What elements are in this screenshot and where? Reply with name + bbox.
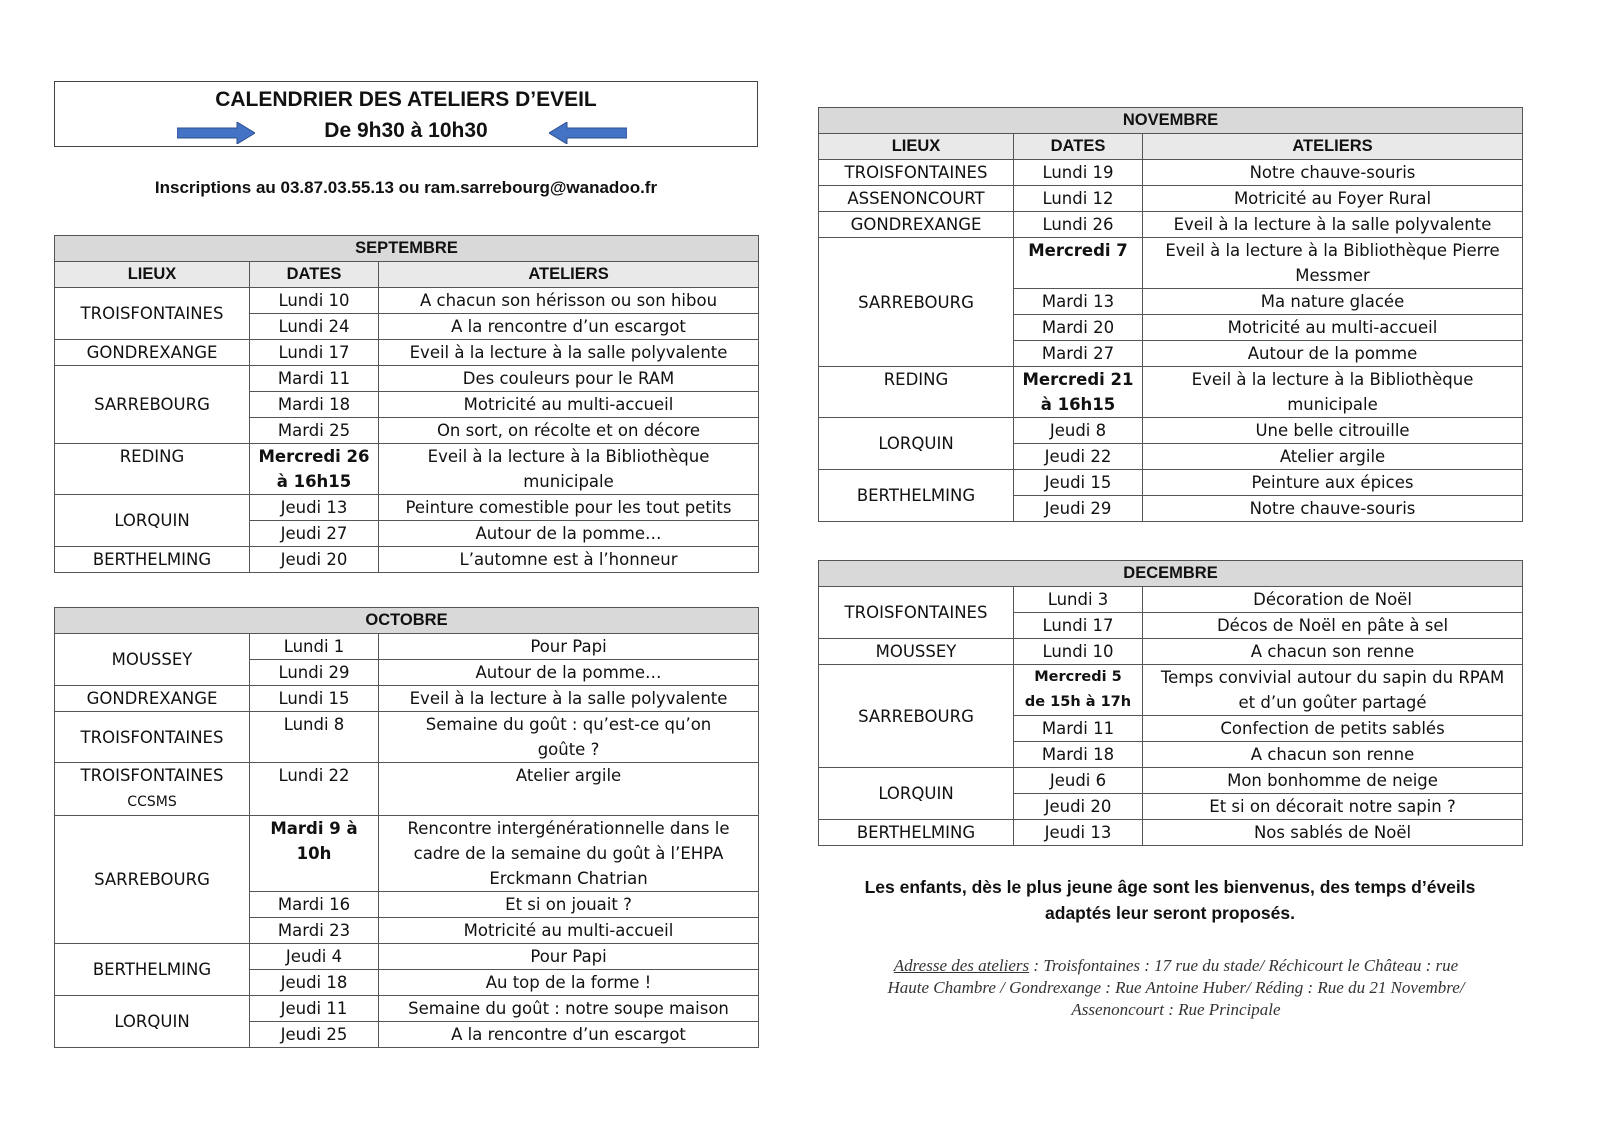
atelier-cell: Décoration de Noël — [1143, 587, 1523, 613]
table-row — [55, 288, 759, 314]
atelier-line: municipale — [1287, 395, 1378, 414]
table-row — [819, 665, 1523, 716]
atelier-cell: Motricité au multi-accueil — [379, 392, 759, 418]
atelier-line: Temps convivial autour du sapin du RPAM — [1160, 668, 1505, 687]
lieu-cell: GONDREXANGE — [55, 340, 250, 366]
atelier-cell: Autour de la pomme… — [379, 660, 759, 686]
date-cell: Lundi 1 — [250, 634, 379, 660]
date-cell: Jeudi 20 — [1014, 794, 1143, 820]
date-cell: Lundi 29 — [250, 660, 379, 686]
date-cell: Jeudi 20 — [250, 547, 379, 573]
date-line: à 16h15 — [1040, 395, 1116, 414]
address-label: Adresse des ateliers — [893, 956, 1030, 975]
col-ateliers: ATELIERS — [379, 262, 759, 288]
atelier-cell — [1143, 238, 1523, 289]
arrow-left-icon — [549, 122, 627, 144]
welcome-line: Les enfants, dès le plus jeune âge sont les bienvenus, des temps d’éveils — [864, 877, 1476, 897]
atelier-cell: A chacun son renne — [1143, 639, 1523, 665]
lieu-cell: GONDREXANGE — [819, 212, 1014, 238]
date-cell — [1014, 367, 1143, 418]
date-cell: Jeudi 15 — [1014, 470, 1143, 496]
date-line: de 15h à 17h — [1024, 694, 1132, 710]
date-cell: Mardi 23 — [250, 918, 379, 944]
month-header: NOVEMBRE — [819, 108, 1523, 134]
date-cell: Lundi 24 — [250, 314, 379, 340]
address-line: Haute Chambre / Gondrexange : Rue Antoine Huber/ Réding : Rue du 21 Novembre/ — [887, 978, 1465, 997]
address-line: : Troisfontaines : 17 rue du stade/ Réchicourt le Château : rue — [1029, 956, 1459, 975]
atelier-cell: Pour Papi — [379, 634, 759, 660]
date-cell — [250, 444, 379, 495]
atelier-cell: Motricité au multi-accueil — [379, 918, 759, 944]
atelier-cell: L’automne est à l’honneur — [379, 547, 759, 573]
table-row — [55, 712, 759, 763]
atelier-line: Eveil à la lecture à la Bibliothèque — [1191, 370, 1474, 389]
date-cell — [1014, 665, 1143, 716]
atelier-line: goûte ? — [537, 740, 600, 759]
table-row — [819, 367, 1523, 418]
atelier-cell: Décos de Noël en pâte à sel — [1143, 613, 1523, 639]
date-cell: Lundi 12 — [1014, 186, 1143, 212]
table-row — [55, 444, 759, 495]
date-cell — [250, 816, 379, 892]
date-cell: Jeudi 25 — [250, 1022, 379, 1048]
lieu-cell: LORQUIN — [819, 768, 1014, 820]
date-cell: Jeudi 6 — [1014, 768, 1143, 794]
atelier-line: Rencontre intergénérationnelle dans le — [407, 819, 730, 838]
date-cell: Mardi 11 — [250, 366, 379, 392]
table-row — [55, 996, 759, 1022]
date-cell: Mardi 20 — [1014, 315, 1143, 341]
date-cell: Jeudi 11 — [250, 996, 379, 1022]
lieu-cell: GONDREXANGE — [55, 686, 250, 712]
col-dates: DATES — [1014, 134, 1143, 160]
atelier-cell: Autour de la pomme — [1143, 341, 1523, 367]
atelier-cell: A chacun son hérisson ou son hibou — [379, 288, 759, 314]
date-cell: Mercredi 7 — [1014, 238, 1143, 289]
atelier-cell: Et si on décorait notre sapin ? — [1143, 794, 1523, 820]
table-row — [819, 186, 1523, 212]
lieu-cell: BERTHELMING — [55, 944, 250, 996]
date-cell: Jeudi 29 — [1014, 496, 1143, 522]
month-header: SEPTEMBRE — [55, 236, 759, 262]
date-cell: Mardi 16 — [250, 892, 379, 918]
table-row — [819, 820, 1523, 846]
date-cell: Lundi 15 — [250, 686, 379, 712]
table-row — [819, 418, 1523, 444]
atelier-line: et d’un goûter partagé — [1238, 693, 1427, 712]
atelier-line: municipale — [523, 472, 614, 491]
table-row — [819, 238, 1523, 289]
lieu-cell: MOUSSEY — [819, 639, 1014, 665]
atelier-cell: Et si on jouait ? — [379, 892, 759, 918]
atelier-cell: On sort, on récolte et on décore — [379, 418, 759, 444]
atelier-cell: Au top de la forme ! — [379, 970, 759, 996]
table-row — [55, 495, 759, 521]
date-cell: Jeudi 27 — [250, 521, 379, 547]
atelier-cell — [379, 712, 759, 763]
table-row — [55, 547, 759, 573]
table-septembre — [54, 235, 759, 573]
lieu-cell: BERTHELMING — [819, 470, 1014, 522]
month-header: DECEMBRE — [819, 561, 1523, 587]
table-row — [819, 587, 1523, 613]
atelier-cell: Une belle citrouille — [1143, 418, 1523, 444]
date-cell: Mardi 11 — [1014, 716, 1143, 742]
atelier-line: Erckmann Chatrian — [489, 869, 648, 888]
inscriptions-text: Inscriptions au 03.87.03.55.13 ou ram.sarrebourg@wanadoo.fr — [154, 178, 658, 197]
lieu-cell: SARREBOURG — [55, 816, 250, 944]
lieu-cell: REDING — [55, 444, 250, 495]
col-ateliers: ATELIERS — [1143, 134, 1523, 160]
atelier-cell: Des couleurs pour le RAM — [379, 366, 759, 392]
atelier-cell: Confection de petits sablés — [1143, 716, 1523, 742]
date-cell: Mardi 27 — [1014, 341, 1143, 367]
atelier-cell: Notre chauve-souris — [1143, 160, 1523, 186]
lieu-cell: ASSENONCOURT — [819, 186, 1014, 212]
atelier-cell: Eveil à la lecture à la salle polyvalente — [1143, 212, 1523, 238]
hours-subtitle: De 9h30 à 10h30 — [324, 119, 488, 142]
date-cell: Lundi 17 — [250, 340, 379, 366]
date-cell: Mardi 18 — [1014, 742, 1143, 768]
atelier-line: Eveil à la lecture à la Bibliothèque Pierre — [1165, 241, 1500, 260]
table-novembre — [818, 107, 1523, 522]
date-line: Mercredi 21 — [1022, 370, 1134, 389]
page-title: CALENDRIER DES ATELIERS D’EVEIL — [215, 88, 597, 111]
date-cell: Mardi 13 — [1014, 289, 1143, 315]
table-row — [55, 816, 759, 892]
date-cell: Jeudi 8 — [1014, 418, 1143, 444]
col-lieux: LIEUX — [55, 262, 250, 288]
date-cell: Lundi 10 — [1014, 639, 1143, 665]
date-line: Mercredi 26 — [258, 447, 370, 466]
date-cell: Jeudi 13 — [1014, 820, 1143, 846]
table-row — [55, 944, 759, 970]
date-cell: Jeudi 22 — [1014, 444, 1143, 470]
date-cell: Lundi 19 — [1014, 160, 1143, 186]
table-row — [819, 160, 1523, 186]
lieu-cell: SARREBOURG — [819, 665, 1014, 768]
atelier-line: Eveil à la lecture à la Bibliothèque — [427, 447, 710, 466]
lieu-cell — [55, 763, 250, 816]
date-line: 10h — [296, 844, 332, 863]
table-row — [55, 634, 759, 660]
table-row — [55, 340, 759, 366]
lieu-line: TROISFONTAINES — [80, 766, 224, 785]
atelier-cell: Atelier argile — [1143, 444, 1523, 470]
date-cell: Lundi 3 — [1014, 587, 1143, 613]
table-row — [819, 470, 1523, 496]
lieu-cell: SARREBOURG — [819, 238, 1014, 367]
atelier-cell: Motricité au Foyer Rural — [1143, 186, 1523, 212]
atelier-cell: A chacun son renne — [1143, 742, 1523, 768]
table-row — [819, 212, 1523, 238]
col-lieux: LIEUX — [819, 134, 1014, 160]
lieu-cell: MOUSSEY — [55, 634, 250, 686]
atelier-cell — [1143, 367, 1523, 418]
lieu-cell: TROISFONTAINES — [55, 712, 250, 763]
col-dates: DATES — [250, 262, 379, 288]
welcome-line: adaptés leur seront proposés. — [1045, 903, 1295, 923]
date-cell: Lundi 22 — [250, 763, 379, 816]
atelier-cell: Semaine du goût : notre soupe maison — [379, 996, 759, 1022]
date-cell: Jeudi 4 — [250, 944, 379, 970]
lieu-cell: LORQUIN — [55, 996, 250, 1048]
atelier-cell: Peinture comestible pour les tout petits — [379, 495, 759, 521]
lieu-cell: SARREBOURG — [55, 366, 250, 444]
date-cell: Lundi 10 — [250, 288, 379, 314]
atelier-cell: Eveil à la lecture à la salle polyvalente — [379, 686, 759, 712]
atelier-cell: A la rencontre d’un escargot — [379, 1022, 759, 1048]
atelier-cell — [379, 444, 759, 495]
table-row — [819, 768, 1523, 794]
atelier-cell: Nos sablés de Noël — [1143, 820, 1523, 846]
address-line: Assenoncourt : Rue Principale — [1071, 1000, 1281, 1019]
lieu-subline: CCSMS — [127, 794, 177, 810]
lieu-cell: REDING — [819, 367, 1014, 418]
lieu-cell: TROISFONTAINES — [819, 160, 1014, 186]
date-cell: Lundi 17 — [1014, 613, 1143, 639]
table-row — [55, 366, 759, 392]
atelier-cell: Pour Papi — [379, 944, 759, 970]
atelier-line: cadre de la semaine du goût à l’EHPA — [413, 844, 724, 863]
atelier-cell: Motricité au multi-accueil — [1143, 315, 1523, 341]
lieu-cell: LORQUIN — [55, 495, 250, 547]
table-row — [819, 639, 1523, 665]
date-cell: Lundi 26 — [1014, 212, 1143, 238]
address-block — [850, 955, 1502, 1021]
atelier-line: Messmer — [1295, 266, 1370, 285]
atelier-cell — [379, 816, 759, 892]
lieu-cell: BERTHELMING — [819, 820, 1014, 846]
date-cell: Mardi 25 — [250, 418, 379, 444]
atelier-cell: Mon bonhomme de neige — [1143, 768, 1523, 794]
atelier-cell — [1143, 665, 1523, 716]
lieu-cell: TROISFONTAINES — [819, 587, 1014, 639]
month-header: OCTOBRE — [55, 608, 759, 634]
atelier-cell: Atelier argile — [379, 763, 759, 816]
atelier-line: Semaine du goût : qu’est-ce qu’on — [425, 715, 712, 734]
date-line: Mardi 9 à — [270, 819, 358, 838]
atelier-cell: Peinture aux épices — [1143, 470, 1523, 496]
date-line: à 16h15 — [276, 472, 352, 491]
table-row — [55, 763, 759, 816]
date-line: Mercredi 5 — [1034, 669, 1122, 685]
lieu-cell: BERTHELMING — [55, 547, 250, 573]
date-cell: Jeudi 18 — [250, 970, 379, 996]
date-cell: Jeudi 13 — [250, 495, 379, 521]
lieu-cell: LORQUIN — [819, 418, 1014, 470]
table-decembre — [818, 560, 1523, 846]
table-octobre — [54, 607, 759, 1048]
table-row — [55, 686, 759, 712]
date-cell: Lundi 8 — [250, 712, 379, 763]
lieu-cell: TROISFONTAINES — [55, 288, 250, 340]
atelier-cell: Eveil à la lecture à la salle polyvalente — [379, 340, 759, 366]
atelier-cell: Ma nature glacée — [1143, 289, 1523, 315]
title-box — [54, 81, 758, 147]
atelier-cell: Autour de la pomme… — [379, 521, 759, 547]
atelier-cell: A la rencontre d’un escargot — [379, 314, 759, 340]
date-cell: Mardi 18 — [250, 392, 379, 418]
atelier-cell: Notre chauve-souris — [1143, 496, 1523, 522]
welcome-note — [818, 874, 1522, 926]
